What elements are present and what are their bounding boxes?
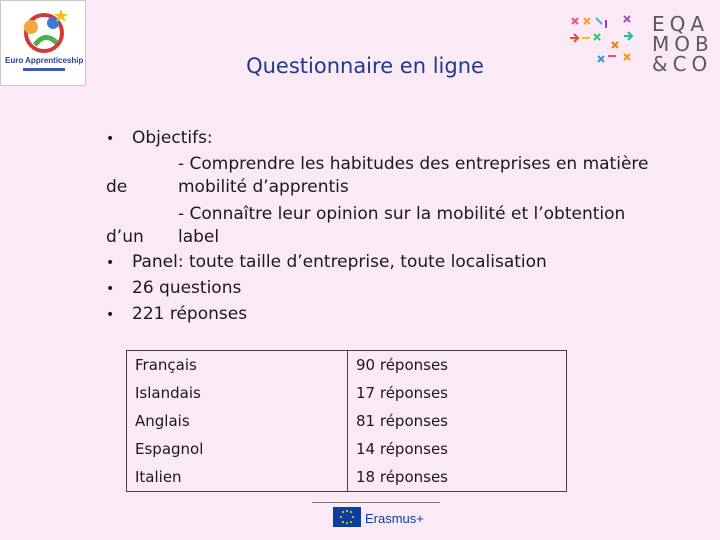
responses-cell: 90 réponses [348, 351, 567, 380]
responses-cell: 14 réponses [348, 435, 567, 463]
eu-flag-icon [333, 507, 361, 527]
language-cell: Anglais [127, 407, 348, 435]
panel-bullet: Panel: toute taille d’entreprise, toute localisation [132, 252, 547, 272]
languages-table [126, 350, 567, 492]
objective-line-1: - Comprendre les habitudes des entreprises en matière [178, 154, 649, 174]
objective-line-2-prefix: de [106, 177, 128, 197]
objective-line-4-prefix: d’un [106, 227, 144, 247]
objectives-label: Objectifs: [132, 128, 213, 148]
table-row [127, 463, 567, 492]
responses-cell: 81 réponses [348, 407, 567, 435]
objective-line-3: - Connaître leur opinion sur la mobilité et l’obtention [178, 204, 626, 224]
objective-line-2: mobilité d’apprentis [178, 177, 349, 197]
responses-cell: 18 réponses [348, 463, 567, 492]
eu-stars-icon [333, 507, 361, 527]
table-row [127, 435, 567, 463]
table-row [127, 379, 567, 407]
eqamobco-logo-text: EQA MOB &CO [652, 12, 714, 76]
table-row [127, 407, 567, 435]
objective-line-4: label [178, 227, 220, 247]
page-title: Questionnaire en ligne [246, 54, 484, 78]
language-cell: Italien [127, 463, 348, 492]
table-row [127, 351, 567, 380]
eqamobco-arrows-icon [568, 12, 644, 70]
questions-bullet: 26 questions [132, 278, 242, 298]
language-cell: Espagnol [127, 435, 348, 463]
responses-cell: 17 réponses [348, 379, 567, 407]
language-cell: Français [127, 351, 348, 380]
bullet-dot: • [106, 131, 115, 147]
footer-divider [312, 502, 440, 503]
bullet-dot: • [106, 281, 115, 297]
euro-apprenticeship-logo-text: Euro Apprenticeship [5, 56, 83, 65]
bullet-dot: • [106, 307, 115, 323]
language-cell: Islandais [127, 379, 348, 407]
euro-apprenticeship-logo-icon [1, 1, 87, 57]
bullet-dot: • [106, 255, 115, 271]
erasmus-plus-label: Erasmus+ [365, 511, 424, 526]
responses-bullet: 221 réponses [132, 304, 248, 324]
